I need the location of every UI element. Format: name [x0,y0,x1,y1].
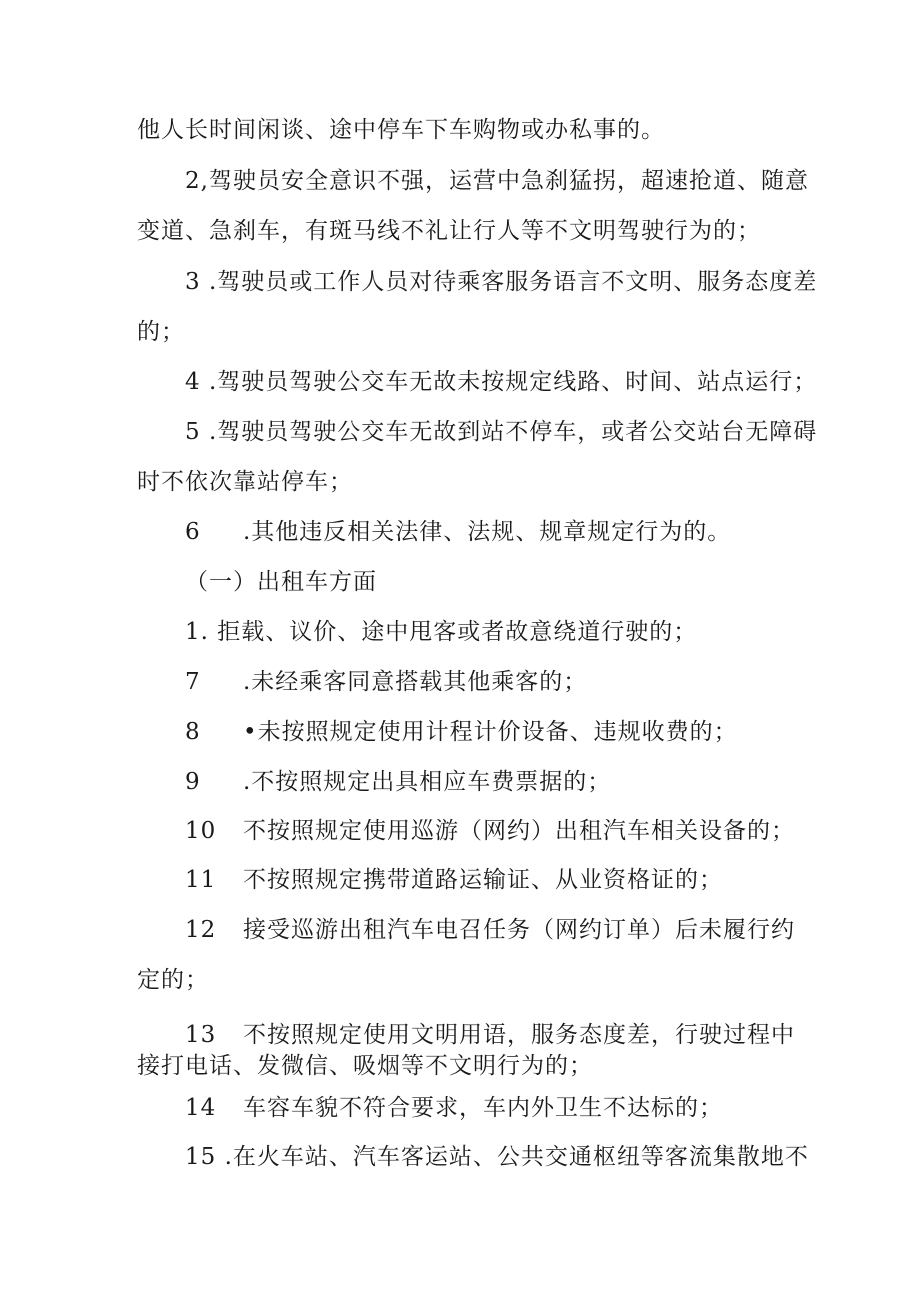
text-line: 他人长时间闲谈、途中停车下车购物或办私事的。 [137,117,665,143]
list-number: 13 [185,1022,217,1048]
text-line: 2,驾驶员安全意识不强，运营中急刹猛拐，超速抢道、随意 [185,168,809,194]
section-heading: （一）出租车方面 [185,569,377,595]
list-item [185,712,738,752]
list-text: 不按照规定使用文明用语，服务态度差，行驶过程中 [243,1022,795,1048]
list-text: 不按照规定携带道路运输证、从业资格证的； [243,867,723,893]
list-number: 11 [185,867,217,893]
text-line: 15 .在火车站、汽车客运站、公共交通枢纽等客流集散地不 [185,1144,809,1170]
list-item [185,860,723,900]
list-number: 7 [185,669,201,695]
list-text: .其他违反相关法律、法规、规章规定行为的。 [243,519,732,545]
list-text: 接受巡游出租汽车电召任务（网约订单）后未履行约 [243,917,795,943]
text-line: 3 .驾驶员或工作人员对待乘客服务语言不文明、服务态度差 [185,269,818,295]
text-line: 接打电话、发微信、吸烟等不文明行为的； [137,1053,593,1079]
text-line: 时不依次靠站停车； [137,469,353,495]
list-number: 12 [185,917,217,943]
list-text: 车容车貌不符合要求，车内外卫生不达标的； [243,1095,723,1121]
text-line: 4 .驾驶员驾驶公交车无故未按规定线路、时间、站点运行； [185,369,818,395]
list-text: .未经乘客同意搭载其他乘客的； [243,669,588,695]
list-number: 9 [185,769,201,795]
list-text: .不按照规定出具相应车费票据的； [243,769,612,795]
list-item [185,512,731,552]
text-line: 定的； [137,967,209,993]
list-item [185,1088,723,1128]
list-number: 8 [185,719,201,745]
list-number: 14 [185,1095,217,1121]
list-text: •未按照规定使用计程计价设备、违规收费的； [243,719,738,745]
list-item [185,811,795,851]
text-line: 1. 拒载、议价、途中甩客或者故意绕道行驶的； [185,619,698,645]
list-number: 6 [185,519,201,545]
list-item [185,762,611,802]
list-text: 不按照规定使用巡游（网约）出租汽车相关设备的； [243,818,795,844]
text-line: 变道、急刹车，有斑马线不礼让行人等不文明驾驶行为的； [137,218,761,244]
list-item [185,662,587,702]
text-line: 5 .驾驶员驾驶公交车无故到站不停车，或者公交站台无障碍 [185,419,818,445]
text-line: 的； [137,319,185,345]
list-item [185,910,795,950]
list-number: 10 [185,818,217,844]
